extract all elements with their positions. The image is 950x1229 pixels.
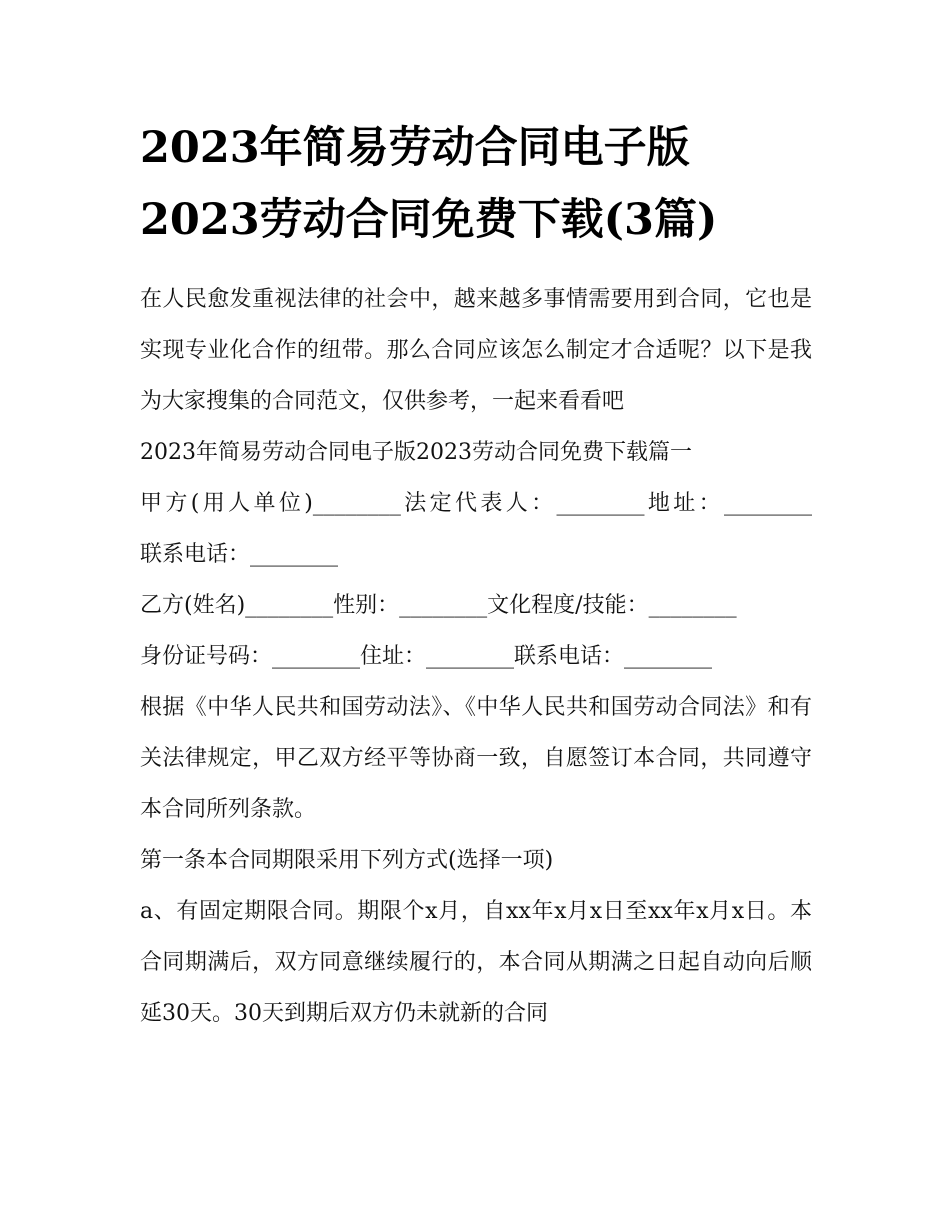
intro-paragraph: 在人民愈发重视法律的社会中，越来越多事情需要用到合同，它也是实现专业化合作的纽带。那么合同应该怎么制定才合适呢？以下是我为大家搜集的合同范文，仅供参考，一起来看看吧	[140, 287, 812, 414]
document-title	[140, 112, 812, 256]
party-b-id-line: 身份证号码：________住址：________联系电话：________	[140, 644, 713, 669]
article-one: 第一条本合同期限采用下列方式(选择一项)	[140, 848, 554, 873]
option-a-paragraph: a、有固定期限合同。期限个x月，自xx年x月x日至xx年x月x日。本合同期满后，双方同意继续履行的，本合同从期满之日起自动向后顺延30天。30天到期后双方仍未就新的合同	[140, 899, 812, 1026]
document-body	[140, 274, 812, 1039]
party-b-line: 乙方(姓名)________性别：________文化程度/技能：________	[140, 593, 737, 618]
party-a-phone: 联系电话：________	[140, 542, 339, 567]
document-page	[140, 112, 812, 1039]
title-line-2: 2023劳动合同免费下载(3篇)	[140, 195, 718, 245]
title-line-1: 2023年简易劳动合同电子版	[140, 123, 690, 173]
section-heading: 2023年简易劳动合同电子版2023劳动合同免费下载篇一	[140, 440, 692, 465]
party-a-line: 甲方(用人单位)________法定代表人：________地址：________	[140, 491, 812, 516]
legal-basis-paragraph: 根据《中华人民共和国劳动法》、《中华人民共和国劳动合同法》和有关法律规定，甲乙双方经平等协商一致，自愿签订本合同，共同遵守本合同所列条款。	[140, 695, 812, 822]
